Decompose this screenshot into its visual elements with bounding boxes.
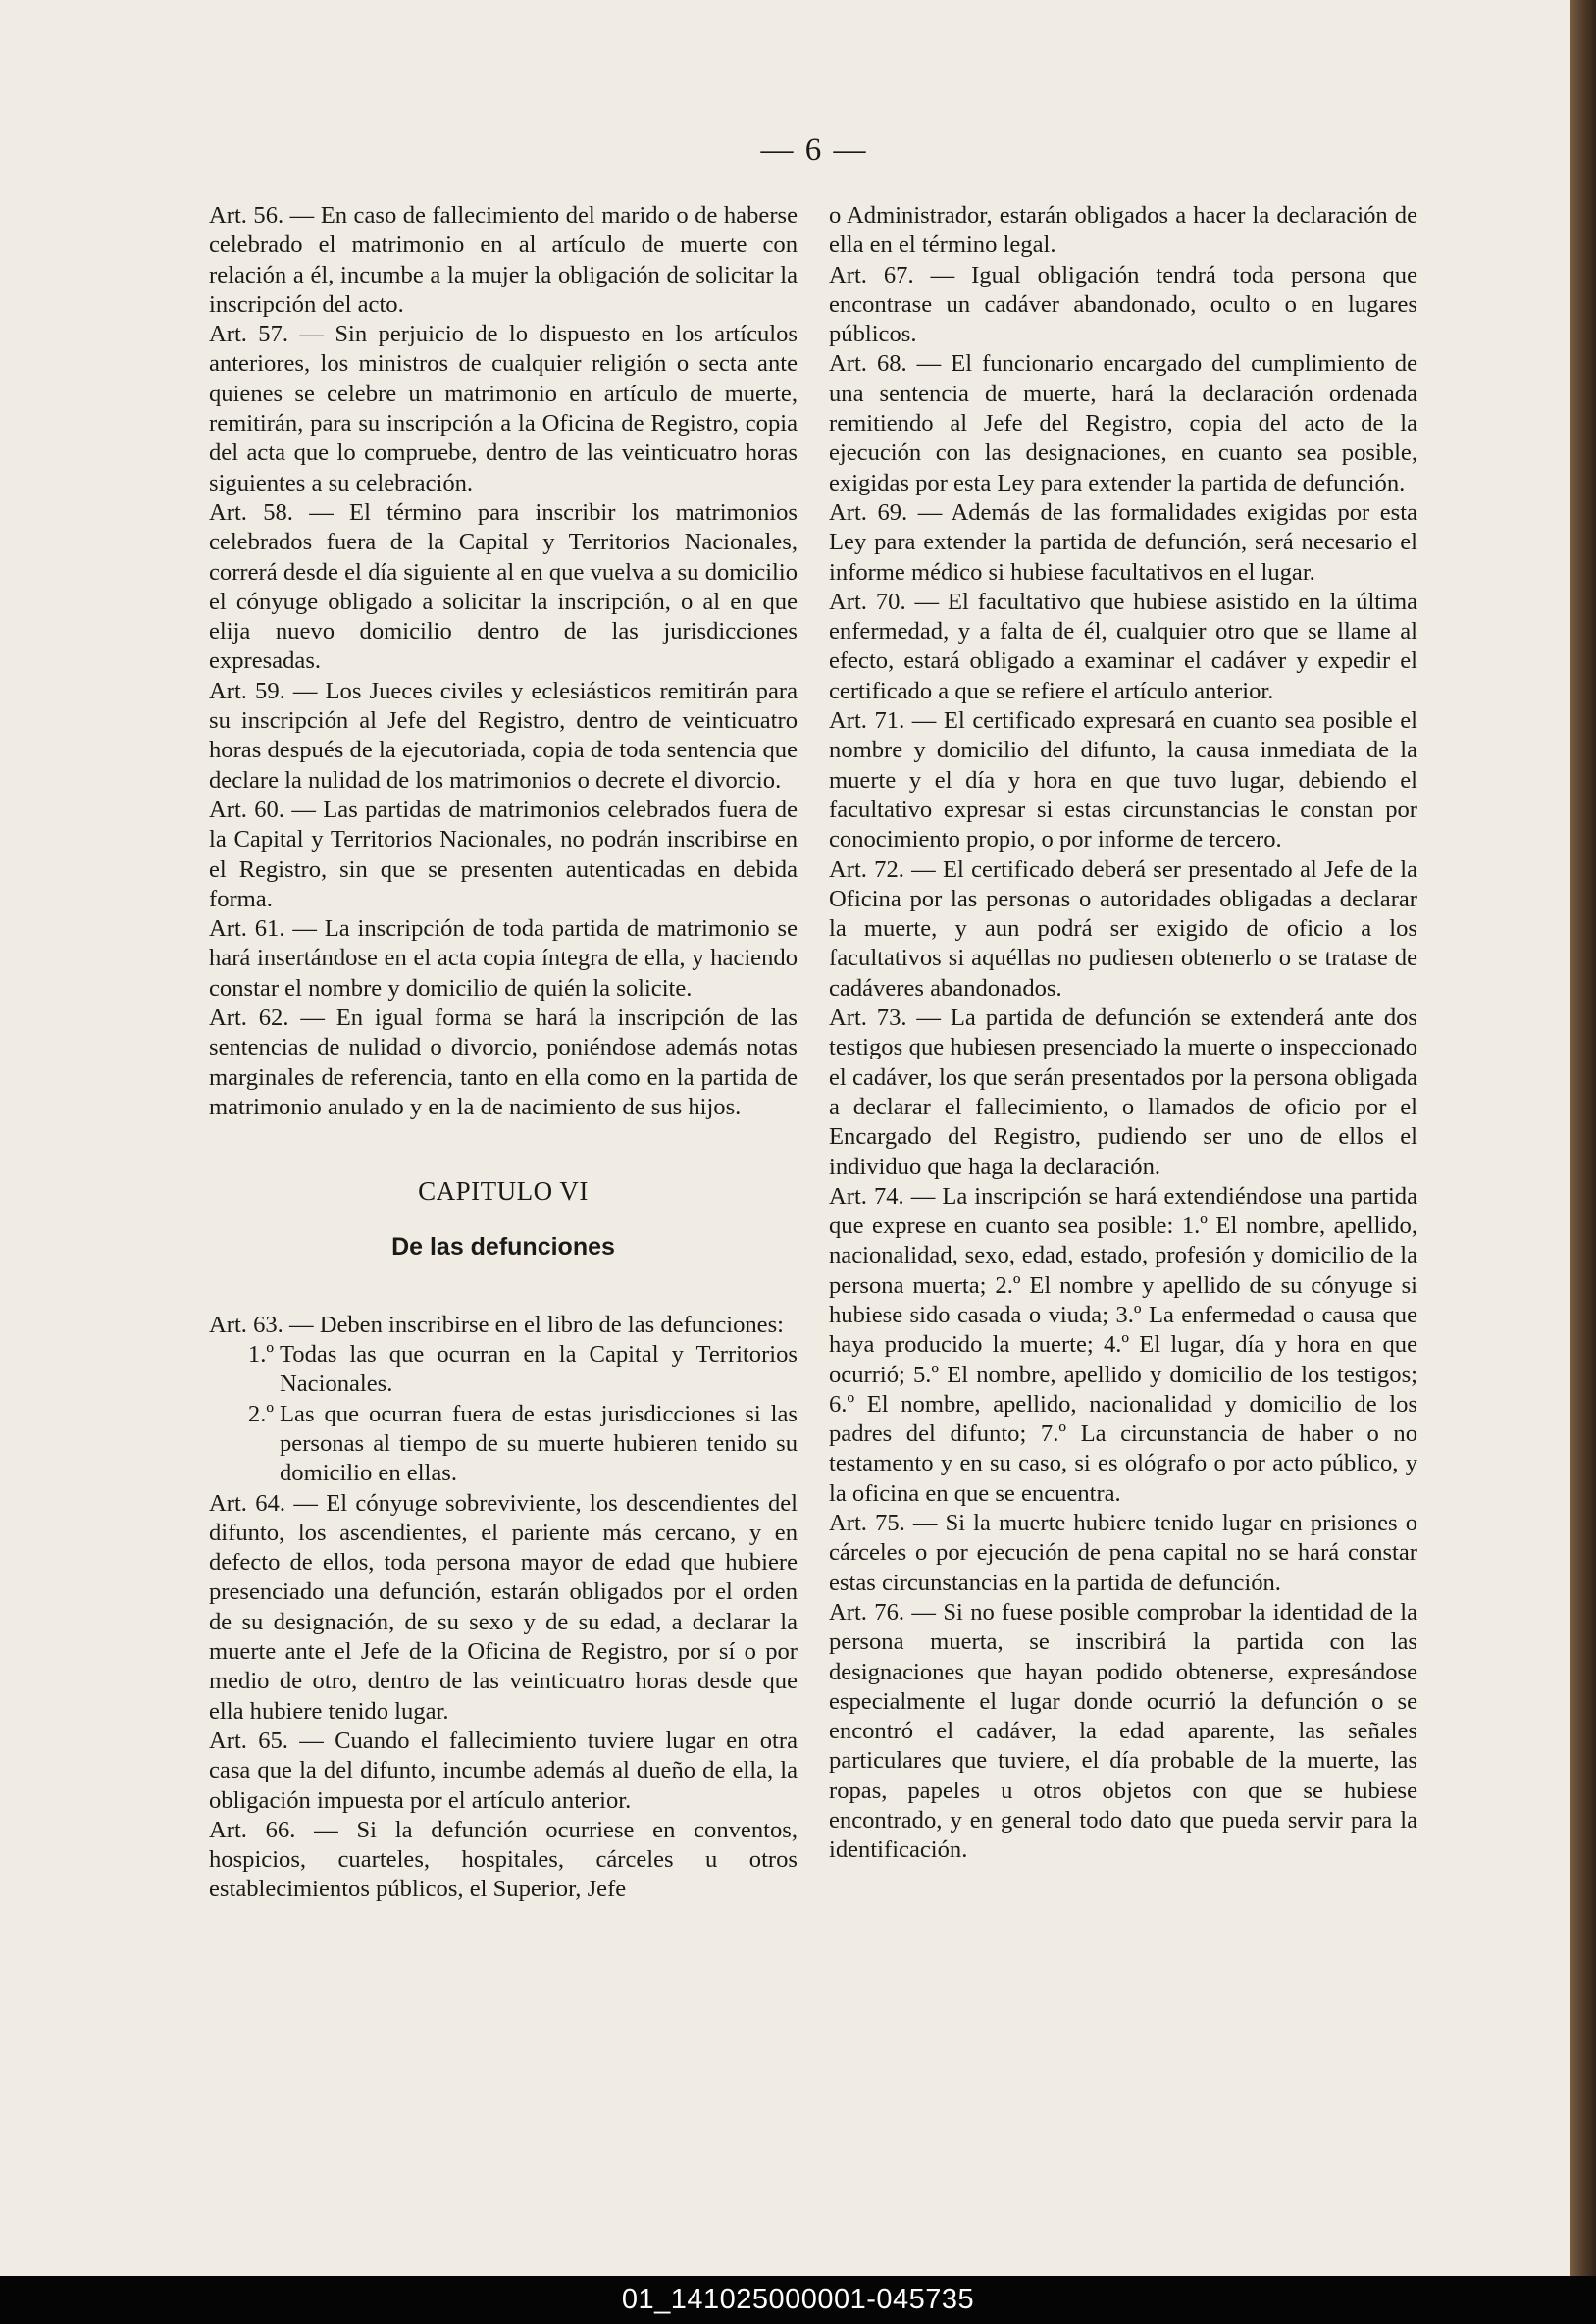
article-56: Art. 56. — En caso de fallecimiento del marido o de haberse celebrado el matrimonio en al artículo de muerte con relación a él, incumbe a la mujer la obligación de solicitar la inscripción del acto. bbox=[209, 202, 798, 318]
list-item-text: Todas las que ocurran en la Capital y Territorios Nacionales. bbox=[280, 1341, 798, 1398]
article-58: Art. 58. — El término para inscribir los matrimonios celebrados fuera de la Capital y Territorios Nacionales, correrá desde el día siguiente al en que vuelva a su domicilio el cónyuge obligado a solicitar la inscripción, o al en que elija nuevo domicilio dentro de las jurisdicciones expresadas. bbox=[209, 498, 798, 675]
list-item bbox=[232, 1340, 798, 1400]
article-71: Art. 71. — El certificado expresará en cuanto sea posible el nombre y domicilio del difunto, la causa inmediata de la muerte y el día y hora en que tuvo lugar, debiendo el facultativo expresar si estas circunstancias le constan por conocimiento propio, o por informe de tercero. bbox=[829, 707, 1417, 853]
article-74: Art. 74. — La inscripción se hará extendiéndose una partida que exprese en cuanto sea posible: 1.º El nombre, apellido, nacionalidad, sexo, edad, estado, profesión y domicilio de la persona muerta; 2.º El nombre y apellido de su cónyuge si hubiese sido casada o viuda; 3.º La enfermedad o causa que haya producido la muerte; 4.º El lugar, día y hora en que ocurrió; 5.º El nombre, apellido y domicilio de los testigos; 6.º El nombre, apellido, nacionalidad y domicilio de los padres del difunto; 7.º La circunstancia de haber o no testamento y en su caso, si es ológrafo o por acto público, y la oficina en que se encuentra. bbox=[829, 1182, 1417, 1507]
footer-id-bar: 01_141025000001-045735 bbox=[0, 2276, 1596, 2324]
chapter-title: CAPITULO VI bbox=[418, 1176, 589, 1207]
article-57: Art. 57. — Sin perjuicio de lo dispuesto en los artículos anteriores, los ministros de cualquier religión o secta ante quienes se celebre un matrimonio en artículo de muerte, remitirán, para su inscripción a la Oficina de Registro, copia del acta que lo compruebe, dentro de las veinticuatro horas siguientes a su celebración. bbox=[209, 321, 798, 496]
article-69: Art. 69. — Además de las formalidades exigidas por esta Ley para extender la partida de defunción, será necesario el informe médico si hubiese facultativos en el lugar. bbox=[829, 498, 1417, 586]
list-item-number: 1.º bbox=[247, 1341, 274, 1369]
page-number: — 6 — bbox=[760, 132, 868, 168]
article-64: Art. 64. — El cónyuge sobreviviente, los descendientes del difunto, los ascendientes, el pariente más cercano, y en defecto de ellos, toda persona mayor de edad que hubiere presenciado una defunción, estarán obligados por el orden de su designación, de su sexo y de su edad, a declarar la muerte ante el Jefe de la Oficina de Registro, por sí o por medio de otro, dentro de las veinticuatro horas desde que ella hubiere tenido lugar. bbox=[209, 1489, 798, 1725]
left-column bbox=[209, 201, 798, 1905]
article-68: Art. 68. — El funcionario encargado del cumplimiento de una sentencia de muerte, hará la declaración ordenada remitiendo al Jefe del Registro, copia del acto de la ejecución con las designaciones, en cuanto sea posible, exigidas por esta Ley para extender la partida de defunción. bbox=[829, 350, 1417, 496]
article-65: Art. 65. — Cuando el fallecimiento tuviere lugar en otra casa que la del difunto, incumbe además al dueño de ella, la obligación impuesta por el artículo anterior. bbox=[209, 1727, 798, 1814]
list-item-number: 2.º bbox=[247, 1400, 274, 1427]
book-spine-edge bbox=[1570, 0, 1596, 2276]
article-67: Art. 67. — Igual obligación tendrá toda persona que encontrase un cadáver abandonado, oculto o en lugares públicos. bbox=[829, 261, 1417, 348]
article-59: Art. 59. — Los Jueces civiles y eclesiásticos remitirán para su inscripción al Jefe del Registro, dentro de veinticuatro horas después de la ejecutoriada, copia de toda sentencia que declare la nulidad de los matrimonios o decrete el divorcio. bbox=[209, 677, 798, 794]
list-item bbox=[232, 1400, 798, 1489]
article-70: Art. 70. — El facultativo que hubiese asistido en la última enfermedad, y a falta de él, cualquier otro que se llame al efecto, estará obligado a examinar el cadáver y expedir el certificado a que se refiere el artículo anterior. bbox=[829, 588, 1417, 704]
chapter-subtitle: De las defunciones bbox=[391, 1232, 615, 1261]
article-72: Art. 72. — El certificado deberá ser presentado al Jefe de la Oficina por las personas o autoridades obligadas a declarar la muerte, y aun podrá ser exigido de oficio a los facultativos si aquéllas no pudiesen obtenerlo o se tratase de cadáveres abandonados. bbox=[829, 855, 1417, 1002]
right-column bbox=[829, 201, 1417, 1866]
article-66: Art. 66. — Si la defunción ocurriese en conventos, hospicios, cuarteles, hospitales, cárceles u otros establecimientos públicos, el Superior, Jefe bbox=[209, 1816, 798, 1903]
article-76: Art. 76. — Si no fuese posible comprobar la identidad de la persona muerta, se inscribirá la partida con las designaciones que hayan podido obtenerse, expresándose especialmente el lugar donde ocurrió la defunción o se encontró el cadáver, la edad aparente, las señales particulares que tuviere, el día probable de la muerte, las ropas, papeles u otros objetos con que se hubiese encontrado, y en general todo dato que pueda servir para la identificación. bbox=[829, 1598, 1417, 1864]
article-73: Art. 73. — La partida de defunción se extenderá ante dos testigos que hubiesen presenciado la muerte o inspeccionado el cadáver, los que serán presentados por la persona obligada a declarar el fallecimiento, o llamados de oficio por el Encargado del Registro, pudiendo ser uno de ellos el individuo que haga la declaración. bbox=[829, 1005, 1417, 1180]
list-item-text: Las que ocurran fuera de estas jurisdicciones si las personas al tiempo de su muerte hubieren tenido su domicilio en ellas. bbox=[280, 1400, 798, 1487]
article-75: Art. 75. — Si la muerte hubiere tenido lugar en prisiones o cárceles o por ejecución de pena capital no se hará constar estas circunstancias en la partida de defunción. bbox=[829, 1510, 1417, 1596]
article-66-continued: o Administrador, estarán obligados a hacer la declaración de ella en el término legal. bbox=[829, 202, 1417, 259]
article-62: Art. 62. — En igual forma se hará la inscripción de las sentencias de nulidad o divorcio, poniéndose además notas marginales de referencia, tanto en ella como en la partida de matrimonio anulado y en la de nacimiento de sus hijos. bbox=[209, 1005, 798, 1120]
article-60: Art. 60. — Las partidas de matrimonios celebrados fuera de la Capital y Territorios Nacionales, no podrán inscribirse en el Registro, sin que se presenten autenticadas en debida forma. bbox=[209, 796, 798, 912]
article-63: Art. 63. — Deben inscribirse en el libro de las defunciones: bbox=[209, 1311, 784, 1338]
article-61: Art. 61. — La inscripción de toda partida de matrimonio se hará insertándose en el acta copia íntegra de ella, y haciendo constar el nombre y domicilio de quién la solicite. bbox=[209, 915, 798, 1002]
